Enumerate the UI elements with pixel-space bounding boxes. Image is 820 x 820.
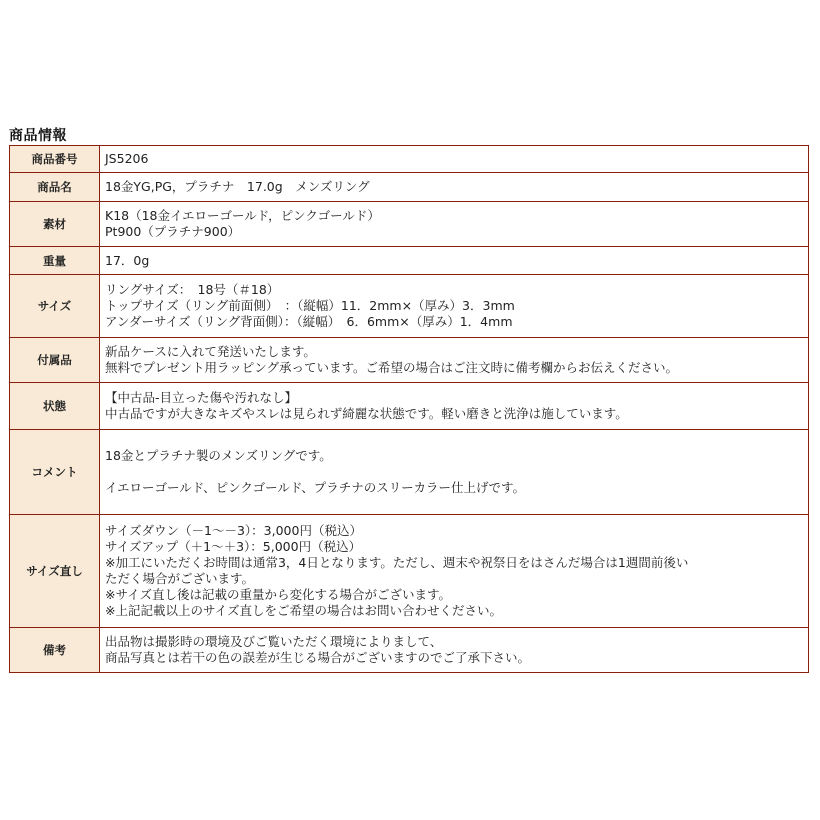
table-row-condition: [10, 383, 809, 430]
table-row-resize: [10, 515, 809, 628]
remarks-line-1: 出品物は撮影時の環境及びご覧いただく環境によりまして、: [105, 634, 443, 649]
table-row-product-number: [10, 146, 809, 173]
comment-line-1: 18金とプラチナ製のメンズリングです。: [105, 448, 332, 463]
row-label-weight: 重量: [10, 247, 100, 275]
weight-text: 17．0g: [105, 252, 150, 268]
product-info-table: [9, 145, 809, 673]
material-line-2: Pt900（プラチナ900）: [105, 224, 241, 239]
row-label-remarks: 備考: [10, 628, 100, 673]
row-label-comment: コメント: [10, 430, 100, 515]
table-row-material: [10, 202, 809, 247]
row-value-remarks: [100, 628, 809, 673]
table-row-weight: [10, 247, 809, 275]
table-row-product-name: [10, 173, 809, 202]
resize-line-4: ただく場合がございます。: [105, 571, 255, 586]
row-value-product-number: [100, 146, 809, 173]
row-value-condition: [100, 383, 809, 430]
size-line-1: リングサイズ： 18号（＃18）: [105, 282, 280, 297]
row-label-product-name: 商品名: [10, 173, 100, 202]
resize-line-6: ※上記記載以上のサイズ直しをご希望の場合はお問い合わせください。: [105, 603, 502, 618]
size-line-3: アンダーサイズ（リング背面側）：（縦幅） 6．6mm×（厚み）1．4mm: [105, 314, 513, 329]
remarks-line-2: 商品写真とは若干の色の誤差が生じる場合がございますのでご了承下さい。: [105, 650, 531, 665]
row-value-product-name: [100, 173, 809, 202]
row-value-material: [100, 202, 809, 247]
product-number-text: JS5206: [105, 151, 149, 166]
row-value-size: [100, 275, 809, 338]
row-value-comment: [100, 430, 809, 515]
row-value-resize: [100, 515, 809, 628]
condition-line-1: 【中古品-目立った傷や汚れなし】: [105, 390, 298, 405]
comment-line-2: イエローゴールド、ピンクゴールド、プラチナのスリーカラー仕上げです。: [105, 480, 526, 495]
row-value-accessories: [100, 338, 809, 383]
row-label-material: 素材: [10, 202, 100, 247]
row-label-accessories: 付属品: [10, 338, 100, 383]
row-label-resize: サイズ直し: [10, 515, 100, 628]
condition-line-2: 中古品ですが大きなキズやスレは見られず綺麗な状態です。軽い磨きと洗浄は施しています。: [105, 406, 628, 421]
resize-line-1: サイズダウン（－1～－3）：3,000円（税込）: [105, 523, 362, 538]
section-title: 商品情報: [9, 128, 67, 144]
row-label-product-number: 商品番号: [10, 146, 100, 173]
table-row-size: [10, 275, 809, 338]
table-row-comment: [10, 430, 809, 515]
row-value-weight: [100, 247, 809, 275]
resize-line-2: サイズアップ（＋1～＋3）：5,000円（税込）: [105, 539, 362, 554]
material-line-1: K18（18金イエローゴールド，ピンクゴールド）: [105, 208, 380, 223]
table-row-accessories: [10, 338, 809, 383]
size-line-2: トップサイズ（リング前面側） ：（縦幅）11．2mm×（厚み）3．3mm: [105, 298, 515, 313]
accessories-line-2: 無料でプレゼント用ラッピング承っています。ご希望の場合はご注文時に備考欄からお伝えください。: [105, 360, 679, 375]
comment-spacer: [105, 464, 802, 480]
row-label-size: サイズ: [10, 275, 100, 338]
table-row-remarks: [10, 628, 809, 673]
accessories-line-1: 新品ケースに入れて発送いたします。: [105, 344, 316, 359]
resize-line-3: ※加工にいただくお時間は通常3，4日となります。ただし、週末や祝祭日をはさんだ場合は1週間前後い: [105, 555, 689, 570]
product-name-text: 18金YG,PG，プラチナ 17.0g メンズリング: [105, 179, 370, 194]
row-label-condition: 状態: [10, 383, 100, 430]
resize-line-5: ※サイズ直し後は記載の重量から変化する場合がございます。: [105, 587, 451, 602]
